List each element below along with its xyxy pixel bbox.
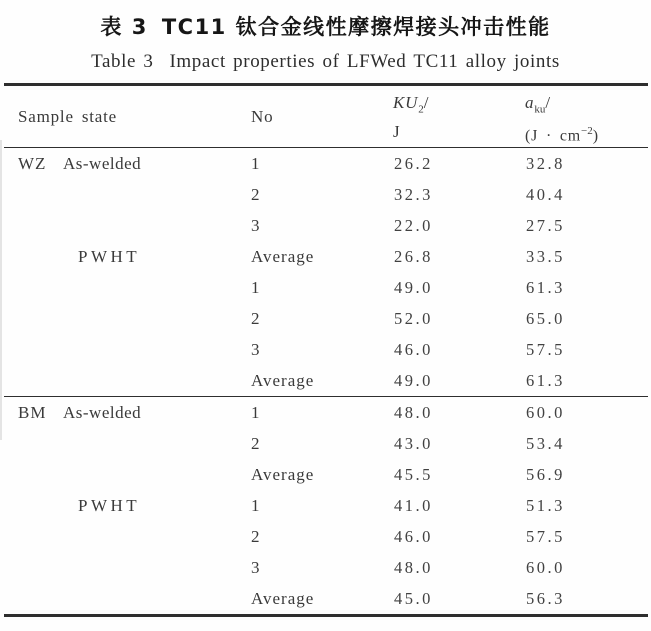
cell-no: 1 bbox=[251, 495, 261, 515]
cell-no: 2 bbox=[251, 433, 261, 453]
cell-aku: 53.4 bbox=[526, 433, 565, 453]
cell-state: As-welded bbox=[63, 402, 142, 422]
table-number-cn: 表 3 bbox=[100, 15, 148, 39]
cell-state: As-welded bbox=[63, 153, 142, 173]
cell-aku: 27.5 bbox=[526, 215, 565, 235]
cell-no: Average bbox=[251, 464, 315, 484]
cell-state bbox=[49, 428, 247, 459]
header-sample-state: Sample state bbox=[4, 85, 247, 148]
header-aku-symbol-line bbox=[525, 88, 648, 117]
cell-aku: 56.9 bbox=[526, 464, 565, 484]
cell-ku2: 46.0 bbox=[394, 339, 433, 359]
cell-state: PWHT bbox=[78, 246, 141, 266]
cell-aku: 32.8 bbox=[526, 153, 565, 173]
table-row bbox=[4, 179, 648, 210]
cell-ku2: 48.0 bbox=[394, 557, 433, 577]
table-row bbox=[4, 210, 648, 241]
table-row bbox=[4, 521, 648, 552]
table-row bbox=[4, 365, 648, 397]
cell-aku: 51.3 bbox=[526, 495, 565, 515]
table-row bbox=[4, 148, 648, 180]
aku-unit-post: ) bbox=[592, 126, 599, 144]
cell-zone bbox=[4, 365, 49, 397]
cell-zone: BM bbox=[18, 402, 47, 422]
cell-no: 2 bbox=[251, 526, 261, 546]
cell-ku2: 49.0 bbox=[394, 277, 433, 297]
cell-zone: WZ bbox=[18, 153, 47, 173]
cell-state bbox=[49, 459, 247, 490]
cell-aku: 40.4 bbox=[526, 184, 565, 204]
cell-ku2: 32.3 bbox=[394, 184, 433, 204]
table-section-wz bbox=[4, 148, 648, 397]
header-row bbox=[4, 85, 648, 148]
cell-aku: 57.5 bbox=[526, 339, 565, 359]
table-title-en-text: Impact properties of LFWed TC11 alloy joints bbox=[169, 51, 560, 72]
table-row bbox=[4, 334, 648, 365]
cell-state bbox=[49, 272, 247, 303]
cell-ku2: 41.0 bbox=[394, 495, 433, 515]
cell-aku: 60.0 bbox=[526, 557, 565, 577]
cell-no: 3 bbox=[251, 339, 261, 359]
cell-state: PWHT bbox=[78, 495, 141, 515]
cell-zone bbox=[4, 272, 49, 303]
cell-zone bbox=[4, 521, 49, 552]
cell-no: Average bbox=[251, 246, 315, 266]
cell-aku: 33.5 bbox=[526, 246, 565, 266]
cell-aku: 61.3 bbox=[526, 370, 565, 390]
cell-state bbox=[49, 210, 247, 241]
cell-zone bbox=[4, 552, 49, 583]
cell-state bbox=[49, 365, 247, 397]
cell-state bbox=[49, 583, 247, 616]
cell-state bbox=[49, 179, 247, 210]
ku2-subscript: 2 bbox=[418, 102, 424, 115]
aku-subscript: ku bbox=[534, 102, 546, 115]
table-row bbox=[4, 397, 648, 429]
cell-ku2: 52.0 bbox=[394, 308, 433, 328]
cell-no: 1 bbox=[251, 277, 261, 297]
cell-ku2: 48.0 bbox=[394, 402, 433, 422]
table-row bbox=[4, 552, 648, 583]
cell-ku2: 45.5 bbox=[394, 464, 433, 484]
table-row bbox=[4, 241, 648, 272]
scan-edge-artifact bbox=[0, 140, 2, 440]
table-row bbox=[4, 303, 648, 334]
cell-aku: 56.3 bbox=[526, 588, 565, 608]
cell-zone bbox=[4, 241, 49, 272]
cell-state bbox=[49, 521, 247, 552]
cell-aku: 65.0 bbox=[526, 308, 565, 328]
cell-zone bbox=[4, 334, 49, 365]
aku-unit-pre: (J · cm bbox=[525, 126, 582, 144]
cell-zone bbox=[4, 459, 49, 490]
header-aku bbox=[517, 85, 648, 148]
cell-ku2: 49.0 bbox=[394, 370, 433, 390]
table-title-cn-text: TC11 钛合金线性摩擦焊接头冲击性能 bbox=[161, 15, 551, 39]
header-ku2-unit: J bbox=[393, 121, 401, 141]
cell-no: 1 bbox=[251, 153, 261, 173]
aku-unit-exponent: −2 bbox=[581, 124, 593, 137]
cell-no: Average bbox=[251, 370, 315, 390]
header-ku2-symbol-line bbox=[393, 88, 517, 117]
cell-ku2: 26.8 bbox=[394, 246, 433, 266]
cell-aku: 57.5 bbox=[526, 526, 565, 546]
cell-zone bbox=[4, 210, 49, 241]
cell-zone bbox=[4, 490, 49, 521]
cell-aku: 61.3 bbox=[526, 277, 565, 297]
table-section-bm bbox=[4, 397, 648, 616]
cell-no: 3 bbox=[251, 215, 261, 235]
cell-state bbox=[49, 334, 247, 365]
table-row bbox=[4, 490, 648, 521]
aku-slash: / bbox=[545, 92, 551, 112]
cell-ku2: 43.0 bbox=[394, 433, 433, 453]
impact-properties-table bbox=[4, 83, 648, 617]
cell-ku2: 45.0 bbox=[394, 588, 433, 608]
cell-no: 1 bbox=[251, 402, 261, 422]
cell-no: 2 bbox=[251, 184, 261, 204]
cell-state bbox=[49, 303, 247, 334]
cell-ku2: 26.2 bbox=[394, 153, 433, 173]
cell-aku: 60.0 bbox=[526, 402, 565, 422]
table-header bbox=[4, 85, 648, 148]
cell-no: 3 bbox=[251, 557, 261, 577]
ku2-slash: / bbox=[423, 92, 430, 112]
cell-zone bbox=[4, 428, 49, 459]
header-aku-unit bbox=[525, 117, 648, 146]
table-row bbox=[4, 459, 648, 490]
table-row bbox=[4, 428, 648, 459]
table-caption-english bbox=[0, 51, 651, 73]
cell-ku2: 46.0 bbox=[394, 526, 433, 546]
table-row bbox=[4, 583, 648, 616]
table-row bbox=[4, 272, 648, 303]
table-number-en: Table 3 bbox=[91, 51, 154, 72]
cell-no: Average bbox=[251, 588, 315, 608]
header-no: No bbox=[247, 85, 387, 148]
header-ku2 bbox=[387, 85, 517, 148]
cell-state bbox=[49, 552, 247, 583]
aku-symbol: a bbox=[525, 92, 535, 112]
cell-ku2: 22.0 bbox=[394, 215, 433, 235]
cell-zone bbox=[4, 583, 49, 616]
cell-zone bbox=[4, 179, 49, 210]
cell-no: 2 bbox=[251, 308, 261, 328]
table-caption-chinese bbox=[0, 11, 651, 41]
cell-zone bbox=[4, 303, 49, 334]
ku2-symbol: KU bbox=[393, 92, 419, 112]
